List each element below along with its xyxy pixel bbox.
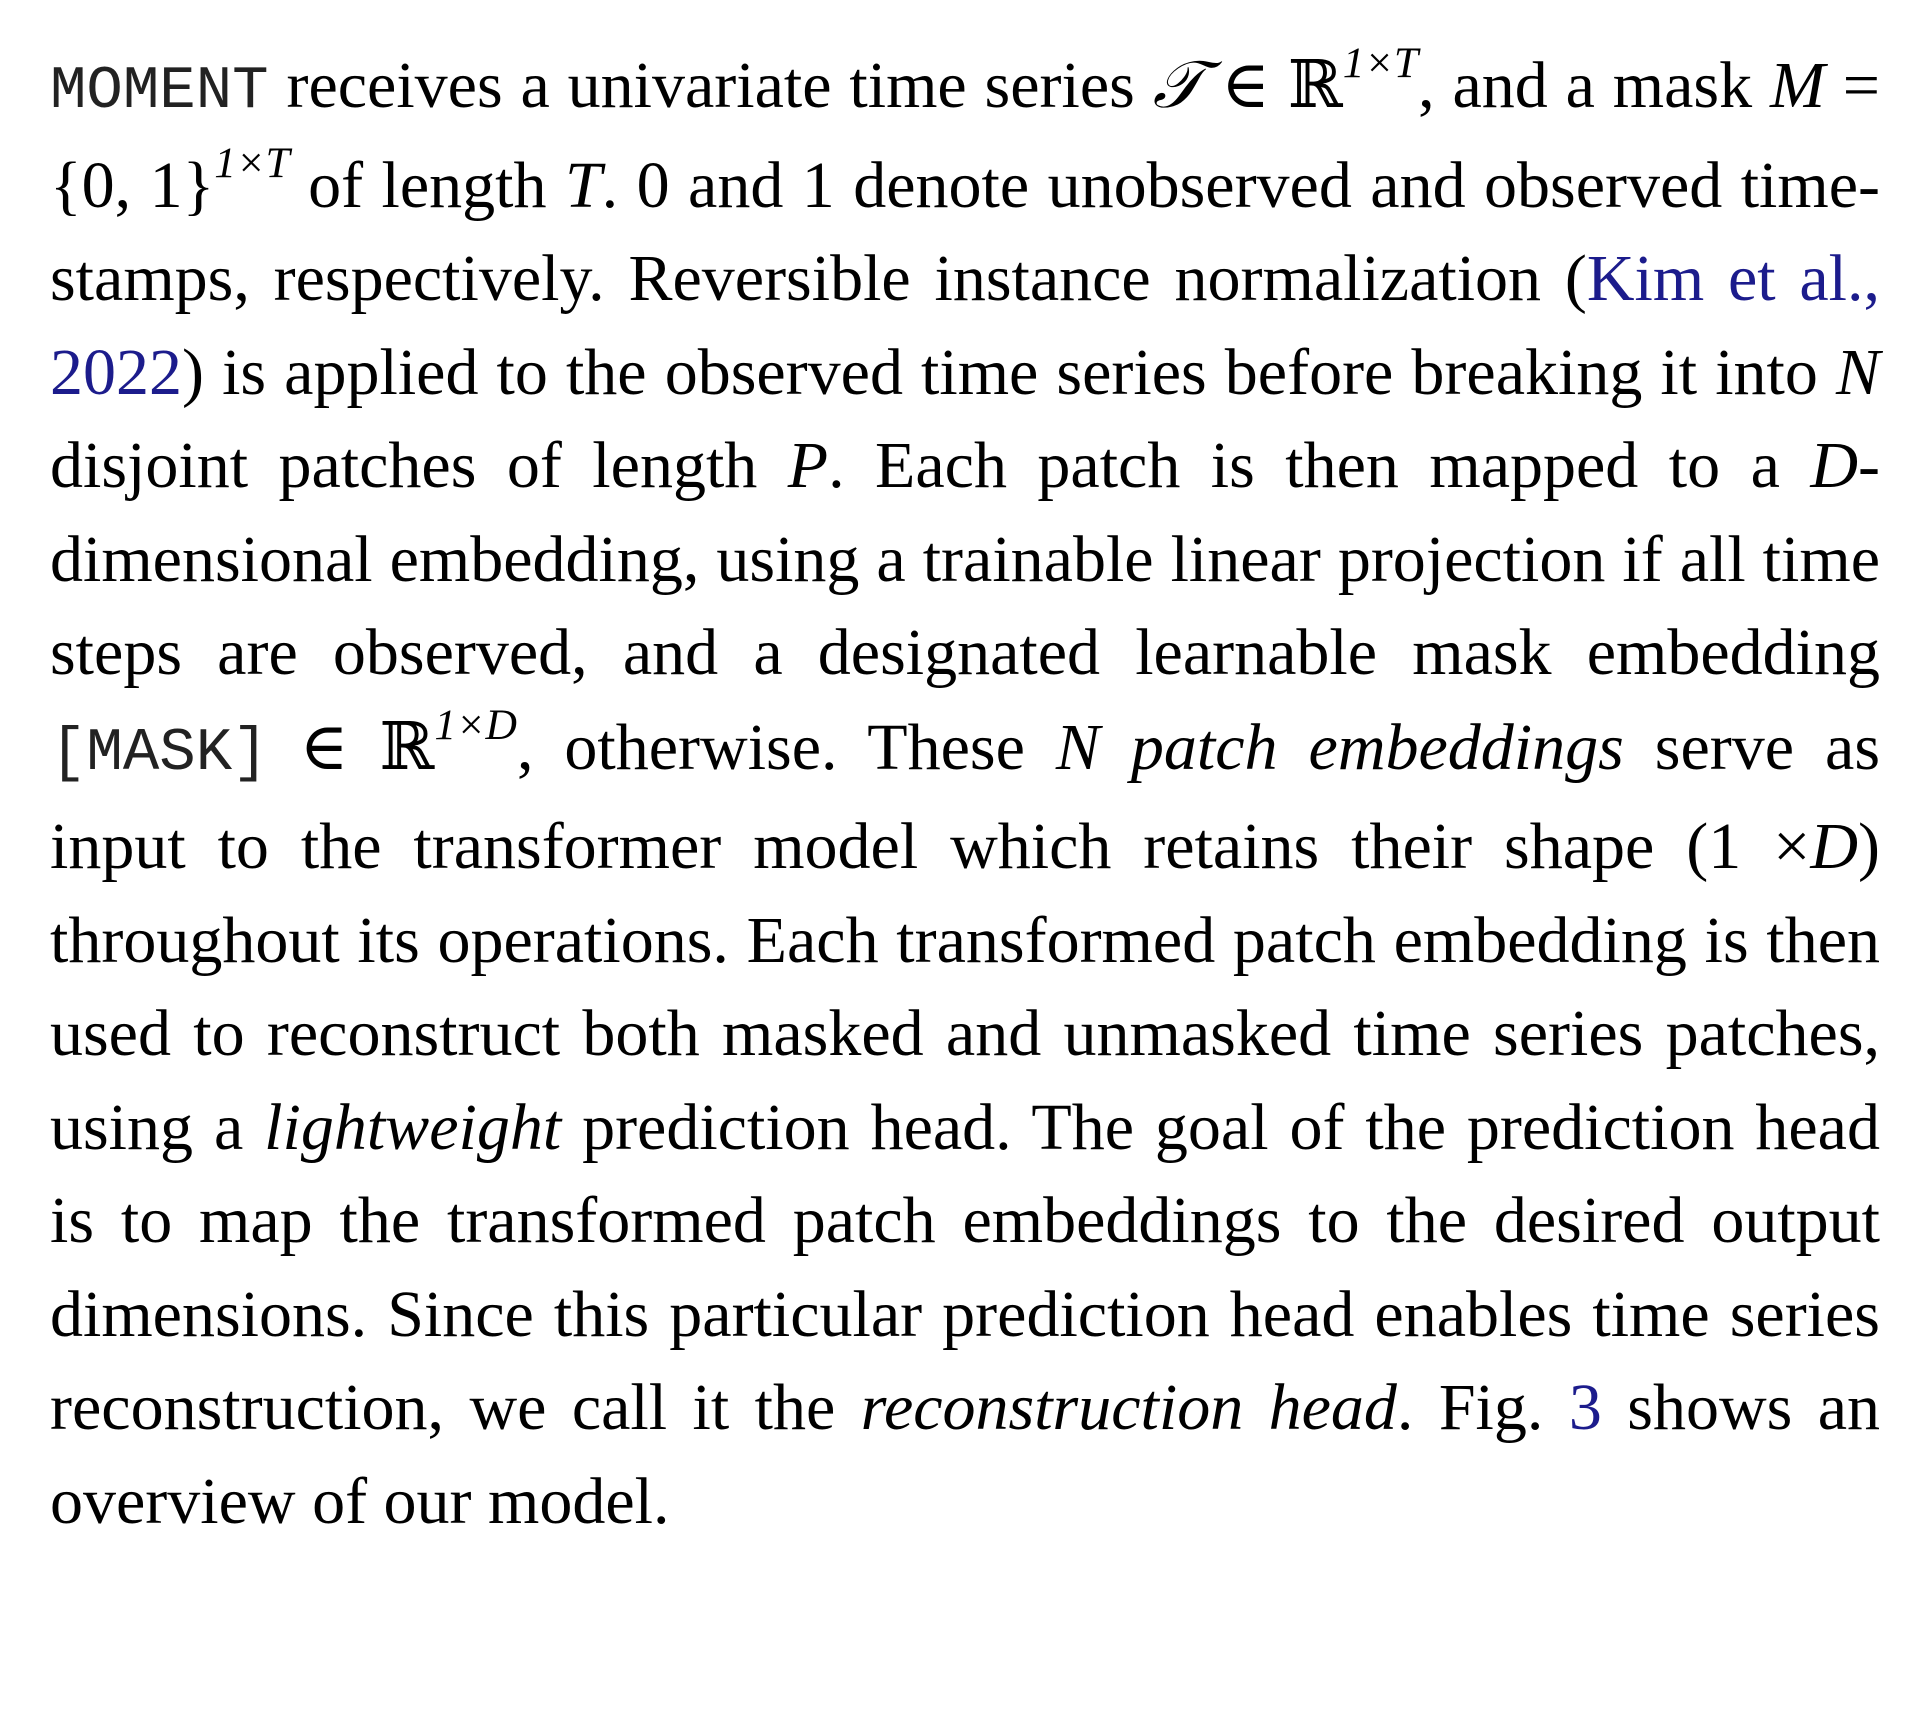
figure-reference-link[interactable]: 3 xyxy=(1568,1371,1602,1444)
emphasis-lightweight: lightweight xyxy=(264,1090,562,1164)
text-run: ) throughout its operations. Each transformed patch embedding is then used to reconstruct both masked and unmasked time series patches, using a xyxy=(50,810,1880,1164)
text-run: of length xyxy=(289,148,565,222)
math-set-expression: = {0, 1} xyxy=(50,49,1881,222)
citation-link-author[interactable]: Kim et al. xyxy=(1586,242,1864,315)
text-run: . Fig. xyxy=(1396,1371,1569,1444)
text-run: -dimensional embedding, using a trainable linear projection if all time steps are observed, and a designated learnable mask embedding xyxy=(50,429,1880,689)
math-num-patches-symbol: N xyxy=(1055,710,1100,784)
math-num-patches-symbol: N xyxy=(1835,335,1880,409)
text-run: prediction head. The goal of the prediction head is to map the transformed patch embeddings to the desired output dimensions. Since this particular prediction head enables time series reconstruction, we call it the xyxy=(50,1090,1880,1444)
emphasis-patch-embeddings: patch embeddings xyxy=(1099,710,1624,784)
citation-separator: , xyxy=(1863,242,1880,315)
math-dimension-symbol: D xyxy=(1810,429,1859,502)
text-run: receives a univariate time series xyxy=(268,49,1153,122)
text-run: ) is applied to the observed time series before breaking it into xyxy=(182,335,1836,409)
math-element-of: ∈ xyxy=(268,710,380,784)
math-superscript: 1×T xyxy=(214,138,290,187)
math-dimension-symbol: D xyxy=(1810,810,1859,883)
citation-link-year[interactable]: 2022 xyxy=(50,335,182,409)
emphasis-reconstruction-head: reconstruction head xyxy=(860,1371,1397,1444)
text-run: . 0 and 1 denote unobserved and observed time-stamps, respectively. Reversible instance normalization ( xyxy=(50,148,1880,315)
text-run: , and a mask xyxy=(1418,49,1770,122)
mask-token: [MASK] xyxy=(50,718,269,788)
text-run: shows an overview of our model. xyxy=(50,1371,1881,1538)
math-reals-symbol: ℝ xyxy=(379,707,435,785)
math-time-series-symbol: 𝒯 xyxy=(1152,46,1204,123)
body-paragraph xyxy=(50,38,1880,1548)
text-run: disjoint patches of length xyxy=(50,429,788,502)
math-length-symbol: T xyxy=(564,148,602,222)
text-run: , otherwise. These xyxy=(516,710,1056,784)
math-element-of: ∈ xyxy=(1203,49,1288,122)
math-reals-symbol: ℝ xyxy=(1287,46,1343,123)
math-patch-length-symbol: P xyxy=(787,429,829,502)
math-superscript: 1×D xyxy=(434,700,517,749)
text-run: serve as input to the transformer model which retains their shape (1 × xyxy=(50,710,1881,883)
math-superscript: 1×T xyxy=(1342,39,1419,88)
math-mask-symbol: M xyxy=(1769,49,1825,122)
model-name: MOMENT xyxy=(50,57,269,126)
paper-page xyxy=(50,38,1880,1548)
text-run: . Each patch is then mapped to a xyxy=(828,429,1811,502)
